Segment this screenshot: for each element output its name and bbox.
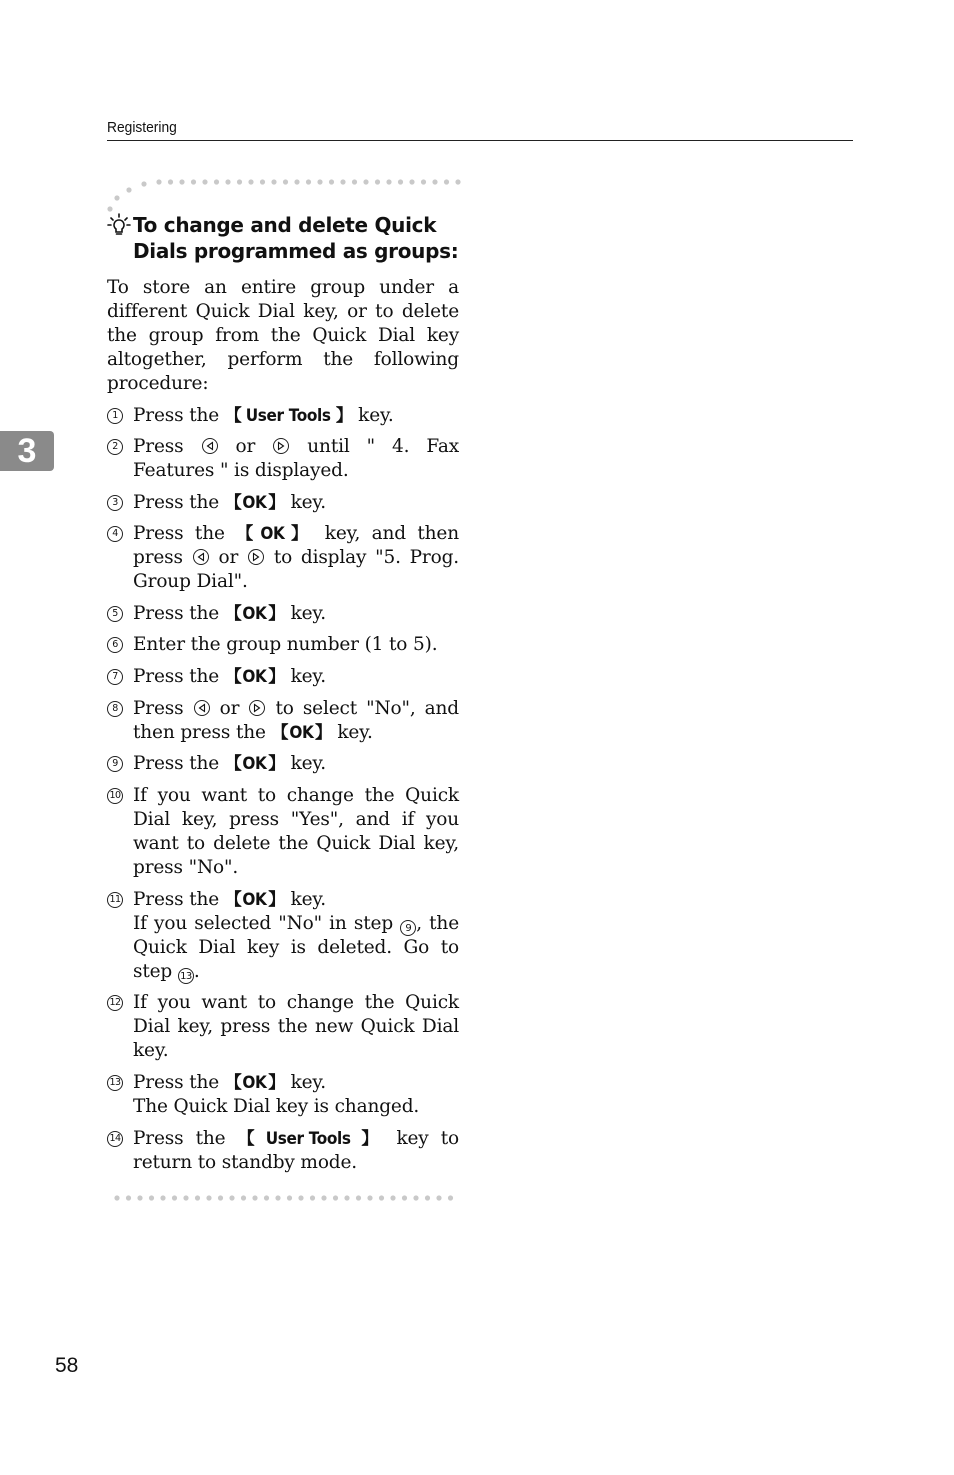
border-dot	[202, 179, 207, 184]
step-text	[133, 752, 459, 776]
step-text-part: Press the	[133, 523, 225, 544]
step-number: 1	[107, 408, 123, 424]
step-text	[133, 522, 459, 594]
step-text-part: Press the	[133, 889, 220, 910]
key-user-tools: 【 User Tools 】	[224, 406, 353, 426]
border-dot	[398, 179, 403, 184]
border-dot	[409, 179, 414, 184]
border-dot	[436, 1195, 441, 1200]
step-number: 6	[107, 637, 123, 653]
border-dot	[260, 179, 265, 184]
step-text-part: key.	[290, 492, 327, 513]
border-dot	[179, 179, 184, 184]
step-number: 10	[107, 788, 123, 804]
border-dot	[294, 179, 299, 184]
right-arrow-key-icon	[273, 438, 289, 454]
step-text	[133, 991, 459, 1063]
key-ok: 【OK】	[236, 524, 314, 544]
border-dot	[375, 179, 380, 184]
border-dot	[306, 179, 311, 184]
step-number: 3	[107, 495, 123, 511]
step-text-part: or	[218, 547, 239, 568]
page-number: 58	[55, 1354, 79, 1377]
step-text-part: Press the	[133, 492, 220, 513]
border-dot	[271, 179, 276, 184]
step-text-part: , the Quick Dial key is deleted. Go to step	[133, 913, 459, 982]
step-text-part: Press the	[133, 405, 220, 426]
step-text-part: If you selected "No" in step	[133, 913, 394, 934]
border-dot	[252, 1195, 257, 1200]
border-dot	[432, 179, 437, 184]
border-dot	[229, 1195, 234, 1200]
step-text-part: Enter the group number (1 to 5).	[133, 634, 438, 655]
left-arrow-key-icon	[193, 549, 209, 565]
step-text	[133, 888, 459, 984]
key-ok: 【OK】	[224, 667, 285, 687]
chapter-number: 3	[17, 432, 37, 470]
border-dot	[206, 1195, 211, 1200]
border-dot	[183, 1195, 188, 1200]
tip-top-dotted-border	[107, 176, 462, 216]
border-dot	[287, 1195, 292, 1200]
step-text-part: or	[219, 698, 240, 719]
step-text-part: key, and then press	[133, 523, 460, 568]
step-text-part: Press	[133, 436, 184, 457]
border-dot	[191, 179, 196, 184]
step-text-part: key.	[290, 603, 327, 624]
border-dot	[126, 1195, 131, 1200]
step-text-part: If you want to change the Quick Dial key, press the new Quick Dial key.	[133, 992, 459, 1061]
step-text-part: key.	[290, 666, 327, 687]
step-text-part: Press the	[133, 753, 220, 774]
key-ok: 【OK】	[224, 1073, 285, 1093]
step-text-part: key.	[337, 722, 373, 743]
border-dot	[218, 1195, 223, 1200]
step-text	[133, 665, 459, 689]
tip-bottom-dotted-border	[107, 1192, 462, 1204]
border-dot	[275, 1195, 280, 1200]
chapter-tab	[0, 431, 54, 471]
key-ok: 【OK】	[224, 890, 285, 910]
border-dot	[455, 179, 460, 184]
border-dot	[195, 1195, 200, 1200]
step-text-part: The Quick Dial key is changed.	[133, 1096, 420, 1117]
key-user-tools: 【 User Tools 】	[237, 1129, 385, 1149]
key-ok: 【OK】	[224, 754, 285, 774]
border-dot	[356, 1195, 361, 1200]
step-text	[133, 1071, 459, 1119]
border-dot	[156, 179, 161, 184]
step-text-part: key to return to standby mode.	[133, 1128, 459, 1173]
step-number: 4	[107, 526, 123, 542]
border-dot	[310, 1195, 315, 1200]
step-number: 12	[107, 995, 123, 1011]
step-text	[133, 697, 459, 745]
border-dot	[367, 1195, 372, 1200]
right-arrow-key-icon	[249, 700, 265, 716]
border-dot	[283, 179, 288, 184]
step-text-part: key.	[290, 753, 327, 774]
step-text-part: to select "No", and then press the	[133, 698, 459, 743]
key-ok: 【OK】	[224, 604, 285, 624]
step-text	[133, 784, 459, 880]
border-dot	[340, 179, 345, 184]
key-ok: 【OK】	[271, 723, 332, 743]
step-number: 11	[107, 892, 123, 908]
border-dot	[413, 1195, 418, 1200]
tip-title	[107, 212, 467, 264]
lightbulb-icon	[107, 213, 131, 237]
border-dot	[329, 179, 334, 184]
step-text	[133, 602, 459, 626]
border-dot	[317, 179, 322, 184]
right-arrow-key-icon	[248, 549, 264, 565]
border-dot	[333, 1195, 338, 1200]
step-text-part: or	[235, 436, 256, 457]
border-dot	[237, 179, 242, 184]
tip-title-text: To change and delete Quick Dials programmed as groups:	[133, 213, 459, 263]
tip-intro-paragraph: To store an entire group under a different Quick Dial key, or to delete the group from the Quick Dial key altogether, perform the following procedure:	[107, 277, 459, 394]
step-reference: 9	[400, 920, 416, 936]
step-text-part: to display "5. Prog. Group Dial".	[133, 547, 460, 592]
border-dot	[425, 1195, 430, 1200]
border-dot	[298, 1195, 303, 1200]
border-dot	[241, 1195, 246, 1200]
step-text-part: .	[193, 961, 200, 982]
border-dot	[149, 1195, 154, 1200]
border-dot	[321, 1195, 326, 1200]
border-dot	[363, 179, 368, 184]
border-dot	[137, 1195, 142, 1200]
step-text-part: until " 4. Fax Features " is displayed.	[133, 436, 460, 481]
step-text-part: Press the	[133, 666, 220, 687]
border-dot	[448, 1195, 453, 1200]
border-dot	[225, 179, 230, 184]
step-text-part: key.	[290, 889, 327, 910]
border-dot	[402, 1195, 407, 1200]
border-dot	[390, 1195, 395, 1200]
step-text-part: Press the	[133, 603, 220, 624]
step-text-part: Press the	[133, 1072, 220, 1093]
step-reference: 13	[178, 968, 194, 984]
border-dot	[352, 179, 357, 184]
running-head: Registering	[107, 119, 177, 136]
border-dot	[160, 1195, 165, 1200]
step-number: 9	[107, 756, 123, 772]
border-dot	[264, 1195, 269, 1200]
step-number: 2	[107, 439, 123, 455]
border-dot	[379, 1195, 384, 1200]
step-text-part: key.	[290, 1072, 327, 1093]
step-number: 5	[107, 606, 123, 622]
step-text	[133, 1127, 459, 1175]
border-dot	[214, 179, 219, 184]
border-dot	[172, 1195, 177, 1200]
header-rule	[107, 140, 853, 141]
border-dot	[444, 179, 449, 184]
step-number: 14	[107, 1131, 123, 1147]
step-text	[133, 633, 459, 657]
left-arrow-key-icon	[194, 700, 210, 716]
step-text	[133, 435, 459, 483]
step-text-part: key.	[358, 405, 394, 426]
step-number: 13	[107, 1075, 123, 1091]
border-dot	[248, 179, 253, 184]
step-text-part: Press the	[133, 1128, 226, 1149]
border-dot	[114, 1195, 119, 1200]
step-text-part: If you want to change the Quick Dial key, press "Yes", and if you want to delete the Quick Dial key, press "No".	[133, 785, 459, 878]
border-dot	[386, 179, 391, 184]
step-number: 7	[107, 669, 123, 685]
step-text-part: Press	[133, 698, 184, 719]
step-text	[133, 404, 459, 428]
border-dot	[168, 179, 173, 184]
step-number: 8	[107, 701, 123, 717]
step-text	[133, 491, 459, 515]
border-dot	[344, 1195, 349, 1200]
left-arrow-key-icon	[202, 438, 218, 454]
key-ok: 【OK】	[224, 493, 285, 513]
border-dot	[421, 179, 426, 184]
tip-box	[107, 212, 467, 264]
